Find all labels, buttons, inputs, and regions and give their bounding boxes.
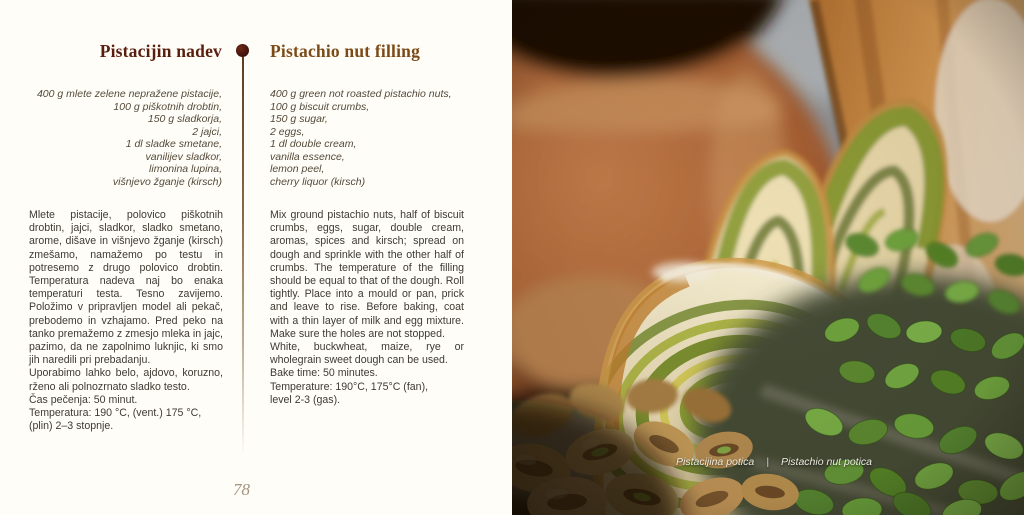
page-number: 78	[233, 480, 250, 499]
photo-caption-slovenian: Pistacijina potica	[676, 456, 755, 468]
divider-dot	[236, 44, 249, 57]
method-paragraph: Temperatura: 190 °C, (vent.) 175 °C,	[29, 407, 202, 420]
vignette	[512, 0, 1024, 515]
recipe-title-english: Pistachio nut filling	[270, 41, 421, 61]
potica-photo-illustration	[512, 0, 1024, 515]
method-paragraph: Čas pečenja: 50 minut.	[29, 393, 138, 406]
ingredient-line: limonina lupina,	[149, 163, 222, 175]
photo-caption	[676, 456, 872, 468]
method-paragraph: Mlete pistacije, polovico piškotnih drobtin, jajci, sladkor, sladko smetano, arome, dišave in višnjevo žganje (kirsch) zmešamo, namažemo po testu in potresemo z drugo polovico drobtin. Temperatura nadeva naj bo enaka temperaturi testa. Tesno zavijemo. Položimo v pripravljen model ali pekač, prebodemo in vzhajamo. Pred peko na tanko premažemo z zmesjo mleka in jajc, pazimo, da ne zapolnimo luknjic, ki smo jih naredili pri prebadanju.	[29, 209, 223, 367]
photo-caption-separator: |	[766, 456, 769, 468]
method-paragraph: Uporabimo lahko belo, ajdovo, koruzno, rženo ali polnozrnato sladko testo.	[29, 367, 223, 393]
ingredient-line: 2 jajci,	[192, 125, 222, 138]
method-paragraph: Mix ground pistachio nuts, half of biscuit crumbs, eggs, sugar, double cream, aromas, spices and kirsch; spread on dough and sprinkle with the other half of crumbs. The temperature of the filling should be equal to that of the dough. Roll tightly. Place into a mould or pan, prick and leave to rise. Before baking, coat with a thin layer of milk and egg mixture. Make sure the holes are not stopped.	[270, 209, 464, 340]
method-paragraph: White, buckwheat, maize, rye or wholegrain sweet dough can be used.	[270, 341, 464, 367]
ingredient-line: 2 eggs,	[270, 125, 305, 138]
recipe-title-slovenian: Pistacijin nadev	[99, 41, 222, 61]
ingredient-line: cherry liquor (kirsch)	[270, 175, 366, 188]
method-paragraph: level 2-3 (gas).	[270, 393, 341, 406]
method-paragraph: Bake time: 50 minutes.	[270, 367, 378, 380]
ingredient-line: 400 g green not roasted pistachio nuts,	[270, 88, 452, 100]
ingredient-line: 150 g sladkorja,	[147, 113, 222, 125]
ingredient-line: 100 g biscuit crumbs,	[270, 100, 370, 113]
ingredient-line: vanilla essence,	[270, 150, 345, 163]
photo-caption-english: Pistachio nut potica	[780, 456, 873, 468]
column-divider	[242, 57, 244, 456]
method-english	[270, 209, 464, 407]
method-paragraph: (plin) 2–3 stopnje.	[29, 420, 114, 433]
ingredient-line: 1 dl double cream,	[270, 138, 357, 150]
ingredient-line: 400 g mlete zelene nepražene pistacije,	[36, 88, 222, 100]
ingredients-slovenian	[37, 88, 222, 188]
method-paragraph: Temperature: 190°C, 175°C (fan),	[270, 380, 429, 393]
ingredient-line: 1 dl sladke smetane,	[125, 138, 222, 150]
ingredients-english	[270, 88, 452, 188]
ingredient-line: 150 g sugar,	[270, 113, 328, 125]
ingredient-line: lemon peel,	[270, 163, 325, 175]
method-slovenian	[29, 209, 223, 433]
ingredient-line: višnjevo žganje (kirsch)	[112, 175, 222, 188]
potica-photo	[512, 0, 1024, 515]
ingredient-line: vanilijev sladkor,	[145, 150, 222, 163]
ingredient-line: 100 g piškotnih drobtin,	[113, 100, 222, 113]
